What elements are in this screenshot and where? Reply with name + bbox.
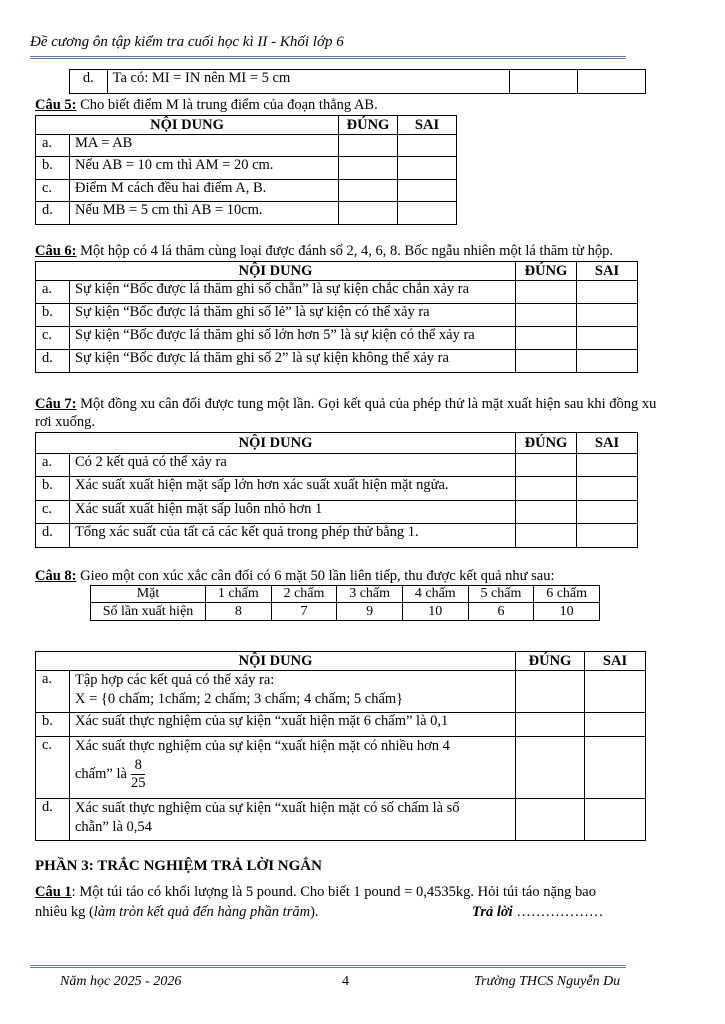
carry-table [69, 69, 646, 94]
answer-cell-true[interactable] [516, 671, 585, 713]
dice-count-cell: 6 [468, 603, 534, 621]
fraction [131, 757, 146, 792]
answer-cell-true[interactable] [516, 501, 577, 524]
answer-cell-false[interactable] [585, 713, 646, 737]
row-text: Điểm M cách đều hai điểm A, B. [70, 180, 339, 202]
answer-cell-false[interactable] [398, 157, 457, 180]
question-text: nhiêu kg ( [35, 904, 94, 920]
row-label: a. [36, 454, 70, 477]
footer-school-year: Năm học 2025 - 2026 [60, 974, 182, 989]
answer-cell-false[interactable] [398, 135, 457, 157]
row-text: Xác suất xuất hiện mặt sấp lớn hơn xác suất xuất hiện mặt ngửa. [70, 477, 516, 501]
row-text: Ta có: MI = IN nên MI = 5 cm [107, 70, 509, 94]
dice-results-table [90, 585, 600, 621]
question-text: ). [310, 904, 319, 920]
answer-area[interactable] [472, 902, 603, 922]
answer-cell-false[interactable] [577, 524, 638, 548]
dice-row-label: Số lần xuất hiện [91, 603, 206, 621]
row-text [70, 671, 516, 713]
answer-cell-true[interactable] [339, 180, 398, 202]
answer-cell-true[interactable] [516, 713, 585, 737]
dice-count-cell: 8 [206, 603, 272, 621]
answer-cell-false[interactable] [577, 501, 638, 524]
question-label: Câu 7: [35, 396, 77, 412]
footer-rule [30, 965, 626, 968]
q8-table [35, 651, 646, 841]
row-text: Sự kiện “Bốc được lá thăm ghi số lớn hơn 5” là sự kiện có thể xảy ra [70, 327, 516, 350]
row-text [70, 737, 516, 799]
col-header-content: NỘI DUNG [36, 652, 516, 671]
col-header-true: ĐÚNG [339, 116, 398, 135]
row-label: d. [70, 70, 108, 94]
answer-cell-true[interactable] [516, 799, 585, 841]
row-text: Xác suất xuất hiện mặt sấp luôn nhỏ hơn 1 [70, 501, 516, 524]
answer-cell-true[interactable] [509, 70, 577, 94]
col-header-content: NỘI DUNG [36, 433, 516, 454]
dice-header-cell: 5 chấm [468, 586, 534, 603]
answer-cell-false[interactable] [577, 281, 638, 304]
dice-count-cell: 9 [337, 603, 403, 621]
answer-cell-true[interactable] [516, 304, 577, 327]
question-label: Câu 5: [35, 97, 77, 113]
question-label: Câu 6: [35, 243, 77, 259]
dice-count-cell: 10 [534, 603, 600, 621]
question-label: Câu 8: [35, 568, 77, 584]
col-header-true: ĐÚNG [516, 652, 585, 671]
row-text-line: X = {0 chấm; 1chấm; 2 chấm; 3 chấm; 4 chấm; 5 chấm} [75, 691, 404, 707]
answer-blank: ……………… [512, 904, 604, 920]
dice-count-cell: 10 [402, 603, 468, 621]
question-5 [35, 96, 378, 114]
row-text: Sự kiện “Bốc được lá thăm ghi số chẵn” là sự kiện chắc chắn xảy ra [70, 281, 516, 304]
footer-page-number: 4 [342, 974, 349, 989]
question-label: Câu 1 [35, 884, 72, 900]
row-text-line: Xác suất thực nghiệm của sự kiện “xuất hiện mặt có nhiều hơn 4 [75, 738, 450, 754]
row-label: d. [36, 350, 70, 373]
q7-table [35, 432, 638, 548]
dice-header-cell: 6 chấm [534, 586, 600, 603]
row-text [70, 799, 516, 841]
question-7 [35, 395, 660, 431]
header-rule [30, 56, 626, 59]
col-header-false: SAI [577, 433, 638, 454]
answer-cell-false[interactable] [577, 350, 638, 373]
page-header: Đề cương ôn tập kiểm tra cuối học kì II - Khối lớp 6 [30, 34, 344, 50]
row-label: a. [36, 281, 70, 304]
answer-cell-false[interactable] [398, 202, 457, 225]
dice-header-cell: Mặt [91, 586, 206, 603]
answer-cell-false[interactable] [585, 737, 646, 799]
row-text: Sự kiện “Bốc được lá thăm ghi số lẻ” là sự kiện có thể xảy ra [70, 304, 516, 327]
question-text: Một đồng xu cân đối được tung một lần. Gọi kết quả của phép thử là mặt xuất hiện sau khi đồng xu rơi xuống. [35, 396, 657, 430]
dice-header-cell: 1 chấm [206, 586, 272, 603]
dice-header-cell: 4 chấm [402, 586, 468, 603]
row-text-line: chấm” là [75, 765, 127, 782]
row-text: Nếu AB = 10 cm thì AM = 20 cm. [70, 157, 339, 180]
row-text-line: chẵn” là 0,54 [75, 819, 152, 835]
col-header-false: SAI [577, 262, 638, 281]
answer-cell-false[interactable] [398, 180, 457, 202]
row-text-line: Xác suất thực nghiệm của sự kiện “xuất hiện mặt có số chấm là số [75, 800, 460, 816]
answer-cell-false[interactable] [577, 304, 638, 327]
dice-count-cell: 7 [271, 603, 337, 621]
answer-cell-false[interactable] [577, 477, 638, 501]
row-label: b. [36, 304, 70, 327]
answer-cell-false[interactable] [585, 799, 646, 841]
row-label: c. [36, 501, 70, 524]
part-3-question-1 [35, 882, 665, 922]
question-8 [35, 567, 555, 585]
question-text: Một hộp có 4 lá thăm cùng loại được đánh số 2, 4, 6, 8. Bốc ngẫu nhiên một lá thăm từ hộp. [76, 243, 613, 259]
row-label: c. [36, 327, 70, 350]
answer-cell-false[interactable] [577, 454, 638, 477]
fraction-numerator: 8 [131, 757, 146, 775]
answer-cell-true[interactable] [516, 737, 585, 799]
col-header-false: SAI [585, 652, 646, 671]
answer-cell-false[interactable] [585, 671, 646, 713]
answer-label: Trả lời [472, 904, 513, 920]
answer-cell-false[interactable] [577, 70, 645, 94]
col-header-content: NỘI DUNG [36, 262, 516, 281]
row-label: d. [36, 799, 70, 841]
answer-cell-true[interactable] [516, 524, 577, 548]
question-text: Gieo một con xúc xắc cân đối có 6 mặt 50 lần liên tiếp, thu được kết quả như sau: [76, 568, 555, 584]
answer-cell-true[interactable] [339, 202, 398, 225]
row-text: Sự kiện “Bốc được lá thăm ghi số 2” là sự kiện không thể xảy ra [70, 350, 516, 373]
answer-cell-true[interactable] [516, 477, 577, 501]
row-text: Có 2 kết quả có thể xảy ra [70, 454, 516, 477]
row-label: c. [36, 180, 70, 202]
dice-header-cell: 3 chấm [337, 586, 403, 603]
q6-table [35, 261, 638, 373]
question-note: làm tròn kết quả đến hàng phần trăm [93, 904, 311, 920]
row-text: Tổng xác suất của tất cả các kết quả trong phép thử bằng 1. [70, 524, 516, 548]
row-label: d. [36, 524, 70, 548]
row-label: a. [36, 671, 70, 713]
question-text: Cho biết điểm M là trung điểm của đoạn thẳng AB. [76, 97, 378, 113]
question-6 [35, 242, 675, 260]
answer-cell-false[interactable] [577, 327, 638, 350]
col-header-true: ĐÚNG [516, 433, 577, 454]
row-label: c. [36, 737, 70, 799]
answer-cell-true[interactable] [516, 327, 577, 350]
answer-cell-true[interactable] [516, 454, 577, 477]
row-label: a. [36, 135, 70, 157]
row-label: b. [36, 477, 70, 501]
col-header-false: SAI [398, 116, 457, 135]
dice-header-cell: 2 chấm [271, 586, 337, 603]
footer-school-name: Trường THCS Nguyễn Du [474, 974, 621, 989]
answer-cell-true[interactable] [339, 157, 398, 180]
q5-table [35, 115, 457, 225]
answer-cell-true[interactable] [339, 135, 398, 157]
answer-cell-true[interactable] [516, 281, 577, 304]
col-header-content: NỘI DUNG [36, 116, 339, 135]
row-text: MA = AB [70, 135, 339, 157]
row-text: Nếu MB = 5 cm thì AB = 10cm. [70, 202, 339, 225]
row-label: b. [36, 713, 70, 737]
answer-cell-true[interactable] [516, 350, 577, 373]
row-label: d. [36, 202, 70, 225]
question-text: : Một túi táo có khối lượng là 5 pound. Cho biết 1 pound = 0,4535kg. Hỏi túi táo nặng bao [71, 884, 596, 900]
row-label: b. [36, 157, 70, 180]
row-text-line: Tập hợp các kết quả có thể xảy ra: [75, 672, 275, 688]
col-header-true: ĐÚNG [516, 262, 577, 281]
row-text: Xác suất thực nghiệm của sự kiện “xuất hiện mặt 6 chấm” là 0,1 [70, 713, 516, 737]
fraction-denominator: 25 [130, 775, 146, 791]
part-3-title: PHẦN 3: TRẮC NGHIỆM TRẢ LỜI NGẮN [35, 858, 322, 874]
